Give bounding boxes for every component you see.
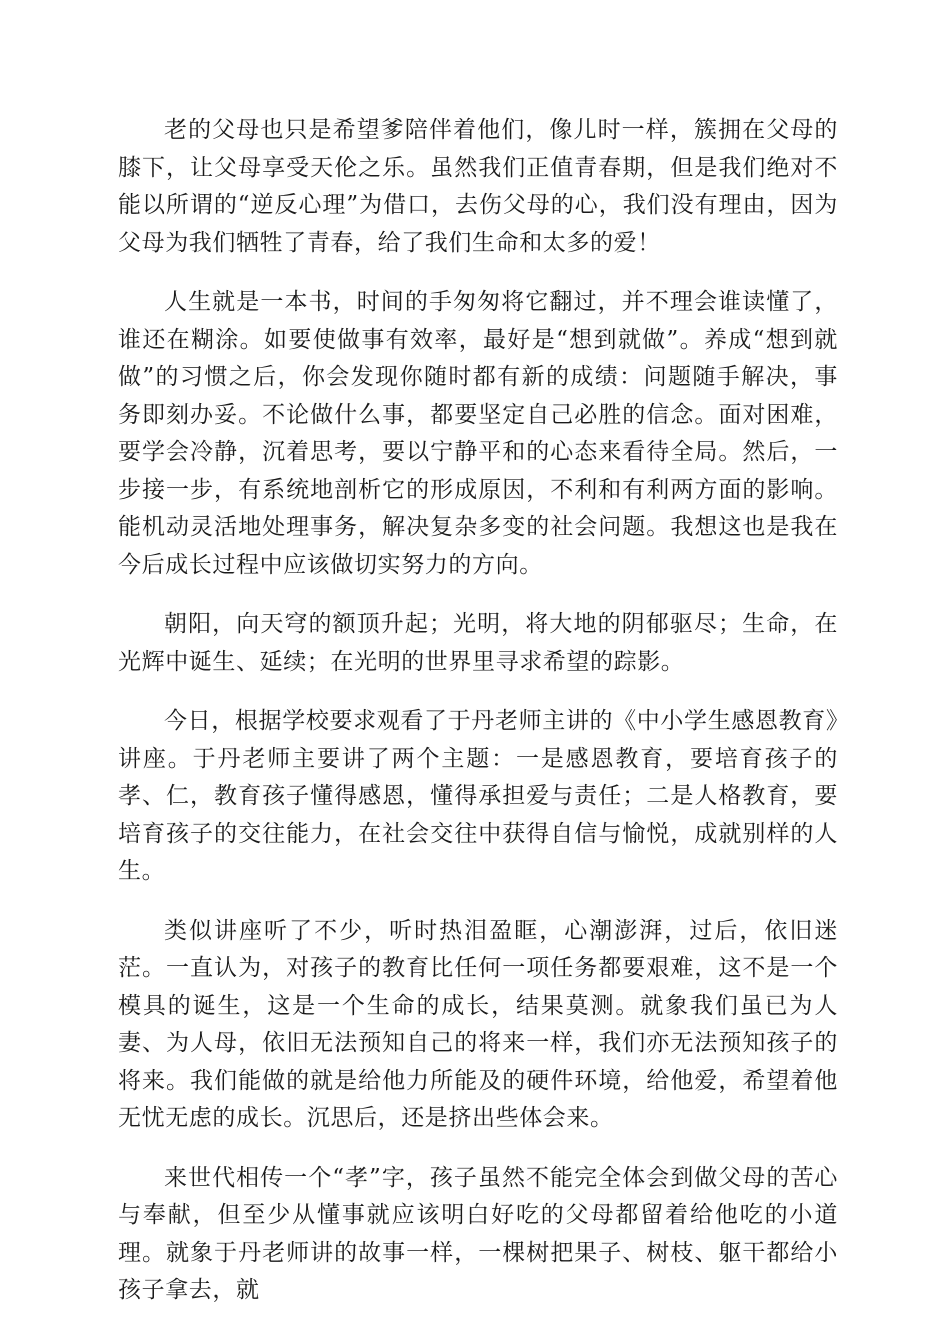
paragraph-life-is-a-book: 人生就是一本书，时间的手匆匆将它翻过，并不理会谁读懂了，谁还在糊涂。如要使做事有效率，最好是“想到就做”。养成“想到就做”的习惯之后，你会发现你随时都有新的成绩：问题随手解决，事务即刻办妥。不论做什么事，都要坚定自己必胜的信念。面对困难，要学会冷静，沉着思考，要以宁静平和的心态来看待全局。然后，一步接一步，有系统地剖析它的形成原因，不利和有利两方面的影响。能机动灵活地处理事务，解决复杂多变的社会问题。我想这也是我在今后成长过程中应该做切实努力的方向。 [118, 289, 838, 578]
document-body [118, 112, 838, 1332]
paragraph-lecture-reflection: 类似讲座听了不少，听时热泪盈眶，心潮澎湃，过后，依旧迷茫。一直认为，对孩子的教育比任何一项任务都要艰难，这不是一个模具的诞生，这是一个生命的成长，结果莫测。就象我们虽已为人妻、为人母，依旧无法预知自己的将来一样，我们亦无法预知孩子的将来。我们能做的就是给他力所能及的硬件环境，给他爱，希望着他无忧无虑的成长。沉思后，还是挤出些体会来。 [118, 917, 838, 1131]
paragraph-morning-sun: 朝阳，向天穹的额顶升起；光明，将大地的阴郁驱尽；生命，在光辉中诞生、延续；在光明的世界里寻求希望的踪影。 [118, 611, 838, 675]
paragraph-filial-companionship: 老的父母也只是希望爹陪伴着他们，像儿时一样，簇拥在父母的膝下，让父母享受天伦之乐。虽然我们正值青春期，但是我们绝对不能以所谓的“逆反心理”为借口，去伤父母的心，我们没有理由，因为父母为我们牺牲了青春，给了我们生命和太多的爱！ [118, 117, 838, 256]
paragraph-gratitude-lecture: 今日，根据学校要求观看了于丹老师主讲的《中小学生感恩教育》讲座。于丹老师主要讲了两个主题：一是感恩教育，要培育孩子的孝、仁，教育孩子懂得感恩，懂得承担爱与责任；二是人格教育，要培育孩子的交往能力，在社会交往中获得自信与愉悦，成就别样的人生。 [118, 708, 838, 884]
paragraph-filial-piety: 来世代相传一个“孝”字，孩子虽然不能完全体会到做父母的苦心与奉献，但至少从懂事就应该明白好吃的父母都留着给他吃的小道理。就象于丹老师讲的故事一样，一棵树把果子、树枝、躯干都给小孩子拿去，就 [118, 1164, 838, 1303]
